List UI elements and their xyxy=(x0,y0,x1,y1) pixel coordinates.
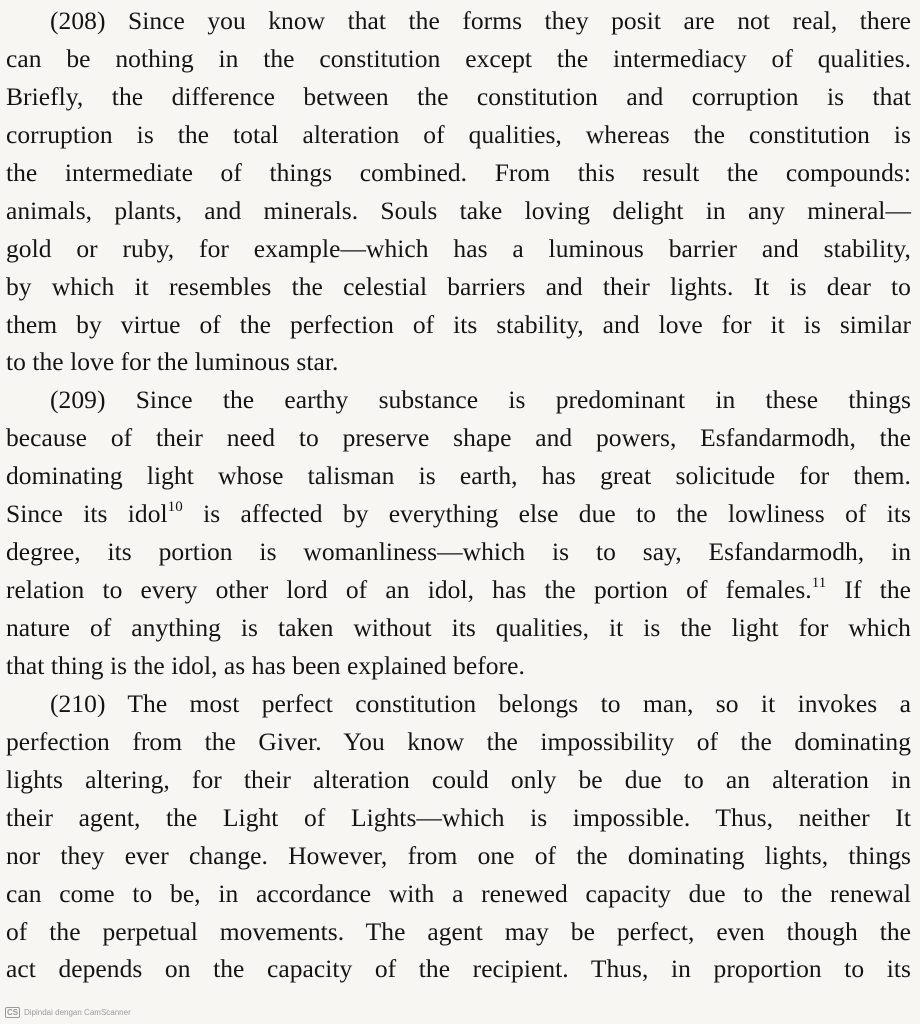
footnote-marker-11[interactable]: 11 xyxy=(811,574,827,591)
paragraph-210-line-6: can come to be, in accordance with a renewed capacity due to the renewal xyxy=(6,878,911,908)
paragraph-209-line-2: because of their need to preserve shape and powers, Esfandarmodh, the xyxy=(6,423,911,453)
paragraph-210-line-7: of the perpetual movements. The agent may be perfect, even though the xyxy=(6,916,911,946)
paragraph-208-line-5: the intermediate of things combined. From this result the compounds: xyxy=(6,157,911,187)
paragraph-209-line-8: that thing is the idol, as has been explained before. xyxy=(6,650,525,680)
paragraph-208-line-9: them by virtue of the perfection of its stability, and love for it is similar xyxy=(6,309,911,339)
paragraph-209-line-5: degree, its portion is womanliness—which is to say, Esfandarmodh, in xyxy=(6,537,911,567)
line-6-start: relation to every other lord of an idol, has the portion of females. xyxy=(6,575,812,605)
footnote-marker-10[interactable]: 10 xyxy=(167,498,183,515)
line-4-rest: is affected by everything else due to the lowliness of its xyxy=(182,499,911,529)
paragraph-210-line-4: their agent, the Light of Lights—which is impossible. Thus, neither It xyxy=(6,802,911,832)
paragraph-208-line-3: Briefly, the difference between the constitution and corruption is that xyxy=(6,81,911,111)
paragraph-209-line-4 xyxy=(6,495,911,533)
paragraph-210-line-8: act depends on the capacity of the recipient. Thus, in proportion to its xyxy=(6,954,911,984)
line-4-start: Since its idol xyxy=(6,499,168,529)
paragraph-209-line-3: dominating light whose talisman is earth, has great solicitude for them. xyxy=(6,461,911,491)
paragraph-208-line-2: can be nothing in the constitution except the intermediacy of qualities. xyxy=(6,43,911,73)
paragraph-209-line-6 xyxy=(6,571,911,609)
camscanner-watermark xyxy=(5,1007,131,1018)
paragraph-210-line-3: lights altering, for their alteration could only be due to an alteration in xyxy=(6,764,911,794)
paragraph-210-line-5: nor they ever change. However, from one of the dominating lights, things xyxy=(6,840,911,870)
line-6-rest: If the xyxy=(826,575,911,605)
paragraph-208-line-10: to the love for the luminous star. xyxy=(6,347,339,377)
camscanner-logo-icon: CS xyxy=(6,1008,19,1017)
paragraph-208-line-7: gold or ruby, for example—which has a luminous barrier and stability, xyxy=(6,233,911,263)
paragraph-210-line-1: (210) The most perfect constitution belongs to man, so it invokes a xyxy=(50,688,911,718)
paragraph-209-line-1: (209) Since the earthy substance is predominant in these things xyxy=(50,385,911,415)
paragraph-209-line-7: nature of anything is taken without its qualities, it is the light for which xyxy=(6,613,911,642)
paragraph-208-line-6: animals, plants, and minerals. Souls take loving delight in any mineral— xyxy=(6,195,911,225)
watermark-text: Dipindai dengan CamScanner xyxy=(24,1008,131,1017)
body-text xyxy=(6,2,911,988)
paragraph-210-line-2: perfection from the Giver. You know the impossibility of the dominating xyxy=(6,726,911,756)
paragraph-208-line-4: corruption is the total alteration of qualities, whereas the constitution is xyxy=(6,119,911,149)
paragraph-208-line-8: by which it resembles the celestial barriers and their lights. It is dear to xyxy=(6,271,911,301)
paragraph-208-line-1: (208) Since you know that the forms they posit are not real, there xyxy=(50,6,911,35)
